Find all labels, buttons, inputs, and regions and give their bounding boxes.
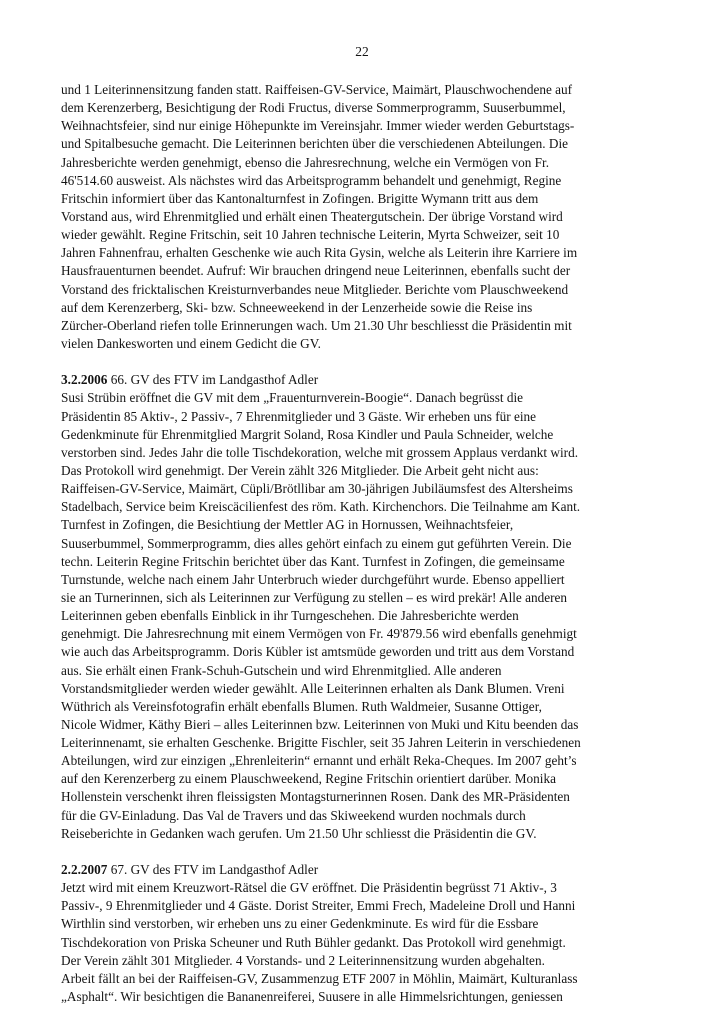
text-line: wieder gewählt. Regine Fritschin, seit 10 Jahren technische Leiterin, Myrta Schweizer, seit 10	[61, 227, 560, 243]
text-line: Leiterinnenamt, sie erhalten Geschenke. Brigitte Fischler, seit 35 Jahren Leiterin in verschiedenen	[61, 735, 581, 751]
text-line: Nicole Widmer, Käthy Bieri – alles Leiterinnen bzw. Leiterinnen von Muki und Kitu beenden das	[61, 716, 579, 732]
text-line: Zürcher-Oberland riefen tolle Erinnerungen wach. Um 21.30 Uhr beschliesst die Präsidentin mit	[61, 317, 572, 333]
entry-heading	[61, 371, 671, 389]
text-line: Passiv-, 9 Ehrenmitglieder und 4 Gäste. Dorist Streiter, Emmi Frech, Madeleine Droll und Hanni	[61, 898, 576, 914]
text-line: techn. Leiterin Regine Fritschin berichtet über das Kant. Turnfest in Zofingen, die gemeinsame	[61, 553, 565, 569]
text-line: Weihnachtsfeier, sind nur einige Höhepunkte im Vereinsjahr. Immer wieder werden Geburtstags-	[61, 118, 575, 134]
text-line: 46'514.60 ausweist. Als nächstes wird das Arbeitsprogramm behandelt und genehmigt, Regine	[61, 172, 562, 188]
text-line: Leiterinnen geben ebenfalls Einblick in ihr Turngeschehen. Die Jahresberichte werden	[61, 608, 519, 624]
text-line: Turnfest in Zofingen, die Besichtiung der Mettler AG in Hornussen, Weihnachtsfeier,	[61, 517, 514, 533]
text-line: Vorstandsmitglieder werden wieder gewählt. Alle Leiterinnen erhalten als Dank Blumen. Vreni	[61, 680, 565, 696]
paragraph-gap	[61, 353, 671, 371]
paragraph-gap	[61, 843, 671, 861]
text-line: Hollenstein verschenkt ihren fleissigsten Montagsturnerinnen Rosen. Dank des MR-Präsidenten	[61, 789, 570, 805]
entry-2006	[61, 371, 671, 843]
text-line: Vorstand aus, wird Ehrenmitglied und erhält einen Theatergutschein. Der übrige Vorstand wird	[61, 208, 563, 224]
page-number: 22	[355, 44, 369, 59]
text-line: Raiffeisen-GV-Service, Maimärt, Cüpli/Brötllibar am 30-jährigen Jubiläumsfest des Altersheims	[61, 481, 573, 497]
text-line: aus. Sie erhält einen Frank-Schuh-Gutschein und wird Ehrenmitglied. Alle anderen	[61, 662, 502, 678]
text-line: sie an Turnerinnen, sich als Leiterinnen zur Verfügung zu stellen – es wird prekär! Alle anderen	[61, 589, 568, 605]
text-line: Tischdekoration von Priska Scheuner und Ruth Bühler gedankt. Das Protokoll wird genehmigt.	[61, 934, 566, 950]
text-line: vielen Dankesworten und einem Gedicht die GV.	[61, 335, 321, 351]
text-line: Hausfrauenturnen beendet. Aufruf: Wir brauchen dringend neue Leiterinnen, ebenfalls sucht der	[61, 263, 571, 279]
body-text	[61, 81, 671, 1006]
text-line: und 1 Leiterinnensitzung fanden statt. Raiffeisen-GV-Service, Maimärt, Plauschwochendene auf	[61, 82, 573, 97]
text-line: Gedenkminute für Ehrenmitglied Margrit Soland, Rosa Kindler und Paula Schneider, welche	[61, 426, 554, 442]
text-line: Das Protokoll wird genehmigt. Der Verein zählt 326 Mitglieder. Die Arbeit geht nicht aus:	[61, 462, 539, 478]
text-line: Susi Strübin eröffnet die GV mit dem „Frauenturnverein-Boogie“. Danach begrüsst die	[61, 390, 524, 406]
text-line: Jetzt wird mit einem Kreuzwort-Rätsel die GV eröffnet. Die Präsidentin begrüsst 71 Aktiv-, 3	[61, 880, 557, 896]
text-line: und Spitalbesuche gemacht. Die Leiterinnen berichten über die verschiedenen Abteilungen. Die	[61, 136, 569, 152]
text-line: Turnstunde, welche nach einem Jahr Unterbruch wieder durchgeführt wurde. Ebenso appelliert	[61, 571, 565, 587]
text-line: für die GV-Einladung. Das Val de Travers und das Skiweekend wurden nochmals durch	[61, 807, 526, 823]
text-line: wie auch das Arbeitsprogramm. Doris Kübler ist amtsmüde geworden und tritt aus dem Vorstand	[61, 644, 575, 660]
entry-title: 67. GV des FTV im Landgasthof Adler	[107, 862, 319, 878]
entry-heading	[61, 861, 671, 879]
entry-date: 2.2.2007	[61, 862, 108, 878]
text-line: Präsidentin 85 Aktiv-, 2 Passiv-, 7 Ehrenmitglieder und 3 Gäste. Wir erheben uns für eine	[61, 408, 537, 424]
text-line: auf dem Kerenzerberg, Ski- bzw. Schneeweekend in der Lenzerheide sowie die Reise ins	[61, 299, 533, 315]
entry-2007	[61, 861, 671, 1006]
text-line: Arbeit fällt an bei der Raiffeisen-GV, Zusammenzug ETF 2007 in Möhlin, Maimärt, Kulturanlass	[61, 970, 578, 986]
text-line: „Asphalt“. Wir besichtigen die Bananenreiferei, Suusere in alle Himmelsrichtungen, geniessen	[61, 989, 563, 1005]
entry-title: 66. GV des FTV im Landgasthof Adler	[107, 372, 319, 388]
text-line: Abteilungen, wird zur einzigen „Ehrenleiterin“ ernannt und erhält Reka-Cheques. Im 2007 geht’s	[61, 753, 577, 769]
text-line: dem Kerenzerberg, Besichtigung der Rodi Fructus, diverse Sommerprogramm, Suuserbummel,	[61, 100, 566, 116]
text-line: Der Verein zählt 301 Mitglieder. 4 Vorstands- und 2 Leiterinnensitzung wurden abgehalten.	[61, 952, 545, 968]
text-line: Jahren Fahnenfrau, erhalten Geschenke wie auch Rita Gysin, welche als Leiterin ihre Karriere im	[61, 245, 578, 261]
entry-date: 3.2.2006	[61, 372, 108, 388]
text-line: verstorben sind. Jedes Jahr die tolle Tischdekoration, welche mit grossem Applaus verdankt wird.	[61, 444, 579, 460]
text-line: Reiseberichte in Gedanken wach gerufen. Um 21.50 Uhr schliesst die Präsidentin die GV.	[61, 825, 537, 841]
text-line: Wirthlin sind verstorben, wir erheben uns zu einer Gedenkminute. Es wird für die Essbare	[61, 916, 539, 932]
text-line: auf den Kerenzerberg zu einem Plauschweekend, Regine Fritschin orientiert darüber. Monika	[61, 771, 556, 787]
text-line: genehmigt. Die Jahresrechnung mit einem Vermögen von Fr. 49'879.56 wird ebenfalls genehmigt	[61, 626, 577, 642]
intro-paragraph	[61, 81, 671, 353]
text-line: Vorstand des fricktalischen Kreisturnverbandes neue Mitglieder. Berichte vom Plauschweekend	[61, 281, 569, 297]
text-line: Stadelbach, Service beim Kreiscäcilienfest des röm. Kath. Kirchenchors. Die Teilnahme am Kant.	[61, 499, 581, 515]
text-line: Jahresberichte werden genehmigt, ebenso die Jahresrechnung, welche ein Vermögen von Fr.	[61, 154, 550, 170]
text-line: Suuserbummel, Sommerprogramm, dies alles gehört einfach zu einem gut geführten Verein. Die	[61, 535, 572, 551]
text-line: Fritschin informiert über das Kantonalturnfest in Zofingen. Brigitte Wymann tritt aus dem	[61, 190, 539, 206]
text-line: Wüthrich als Vereinsfotografin erhält ebenfalls Blumen. Ruth Waldmeier, Susanne Ottiger,	[61, 698, 542, 714]
